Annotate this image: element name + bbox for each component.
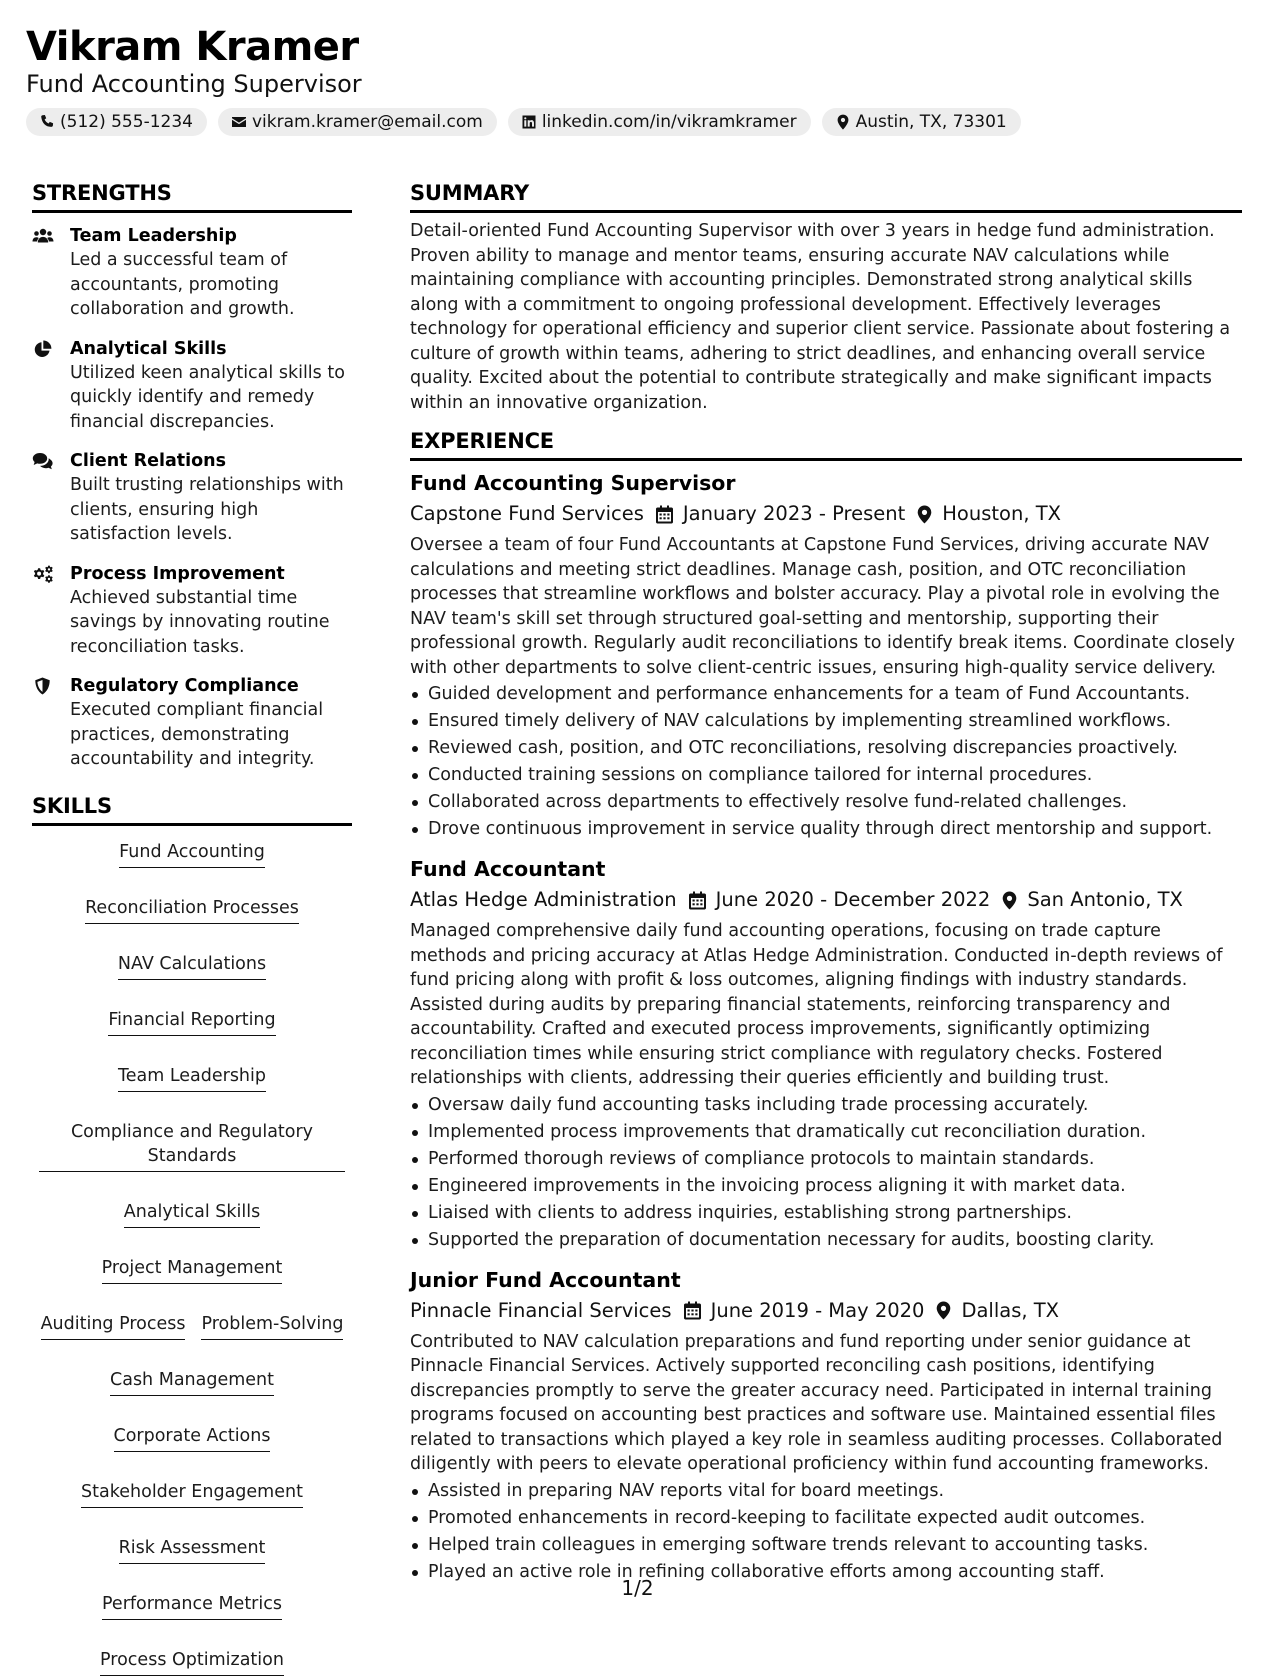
- contact-location[interactable]: [822, 108, 1021, 136]
- skill-tag: Performance Metrics: [102, 1592, 282, 1620]
- skill-tag: Problem-Solving: [201, 1312, 343, 1340]
- job-bullets: [410, 681, 1242, 843]
- calendar-icon: [684, 1301, 701, 1320]
- location-text: Austin, TX, 73301: [855, 112, 1007, 132]
- experience-heading: EXPERIENCE: [410, 428, 1242, 461]
- skill-tag: Analytical Skills: [124, 1200, 260, 1228]
- shield-icon: [32, 677, 54, 695]
- strength-item: [32, 449, 352, 547]
- bullet-item: Oversaw daily fund accounting tasks including trade processing accurately.: [410, 1092, 1242, 1119]
- strength-desc: Led a successful team of accountants, promoting collaboration and growth.: [70, 250, 295, 319]
- users-icon: [32, 227, 54, 245]
- pie-chart-icon: [32, 340, 54, 358]
- job-dates: January 2023 - Present: [682, 502, 906, 525]
- job-meta: [410, 1296, 1242, 1326]
- skill-tag: Stakeholder Engagement: [81, 1480, 303, 1508]
- bullet-item: Promoted enhancements in record-keeping to facilitate expected audit outcomes.: [410, 1505, 1242, 1532]
- map-pin-icon: [936, 1301, 951, 1320]
- linkedin-text: linkedin.com/in/vikramkramer: [541, 112, 797, 132]
- skill-tag: Fund Accounting: [119, 840, 265, 868]
- summary-text: Detail-oriented Fund Accounting Supervisor with over 3 years in hedge fund administration. Proven ability to manage and mentor teams, ensuring accurate NAV calculations while maintaining compliance with accounting principles. Demonstrated strong analytical skills along with a commitment to ongoing professional development. Effectively leverages technology for operational efficiency and superior client service. Passionate about fostering a culture of growth within teams, adhering to strict deadlines, and enhancing overall service quality. Excited about the potential to contribute strategically and make significant impacts within an innovative organization.: [410, 221, 1231, 413]
- contact-linkedin[interactable]: [508, 108, 811, 136]
- skill-tag: Cash Management: [110, 1368, 274, 1396]
- strength-title: Analytical Skills: [70, 338, 227, 359]
- left-column: [32, 180, 352, 1676]
- job-entry: [410, 855, 1242, 1254]
- skill-tag: NAV Calculations: [118, 952, 266, 980]
- job-description: Contributed to NAV calculation preparations and fund reporting under senior guidance at Pinnacle Financial Services. Actively supported reconciling cash positions, identifying discrepancies promptly to serve the greater accuracy need. Participated in internal training programs focused on accounting best practices and software use. Maintained essential files related to transactions which played a key role in seamless auditing processes. Collaborated diligently with peers to elevate operational proficiency within fund accounting frameworks.: [410, 1331, 1223, 1474]
- bullet-item: Engineered improvements in the invoicing process aligning it with market data.: [410, 1173, 1242, 1200]
- page-number: 1/2: [621, 1576, 654, 1600]
- skill-tag: Risk Assessment: [119, 1536, 266, 1564]
- bullet-item: Supported the preparation of documentation necessary for audits, boosting clarity.: [410, 1227, 1242, 1254]
- skill-tag: Process Optimization: [100, 1648, 284, 1676]
- job-meta: [410, 499, 1242, 529]
- bullet-item: Implemented process improvements that dramatically cut reconciliation duration.: [410, 1119, 1242, 1146]
- candidate-title: Fund Accounting Supervisor: [26, 70, 362, 98]
- job-company: Capstone Fund Services: [410, 502, 644, 525]
- skills-heading: SKILLS: [32, 793, 352, 826]
- job-bullets: [410, 1478, 1242, 1586]
- job-description: Oversee a team of four Fund Accountants at Capstone Fund Services, driving accurate NAV calculations and meeting strict deadlines. Manage cash, position, and OTC reconciliation processes that streamline workflows and bolster accuracy. Play a pivotal role in evolving the NAV team's skill set through structured goal-setting and mentorship, supporting their professional growth. Regularly audit reconciliations to identify break items. Coordinate closely with other departments to solve client-centric issues, ensuring high-quality service delivery.: [410, 535, 1235, 678]
- bullet-item: Ensured timely delivery of NAV calculations by implementing streamlined workflows.: [410, 708, 1242, 735]
- map-pin-icon: [1002, 891, 1017, 910]
- job-entry: [410, 469, 1242, 843]
- linkedin-icon: [521, 114, 537, 130]
- job-location: Houston, TX: [942, 502, 1061, 525]
- bullet-item: Reviewed cash, position, and OTC reconciliations, resolving discrepancies proactively.: [410, 735, 1242, 762]
- candidate-name: Vikram Kramer: [26, 24, 359, 70]
- bullet-item: Liaised with clients to address inquiries, establishing strong partnerships.: [410, 1200, 1242, 1227]
- contact-bar: [26, 108, 1246, 136]
- job-title: Junior Fund Accountant: [410, 1267, 681, 1292]
- skill-tag: Team Leadership: [118, 1064, 266, 1092]
- job-title: Fund Accountant: [410, 857, 606, 881]
- bullet-item: Drove continuous improvement in service quality through direct mentorship and support.: [410, 816, 1242, 843]
- job-bullets: [410, 1092, 1242, 1254]
- skill-tag: Reconciliation Processes: [85, 896, 299, 924]
- bullet-item: Performed thorough reviews of compliance protocols to maintain standards.: [410, 1146, 1242, 1173]
- strength-item: [32, 562, 352, 660]
- strength-desc: Executed compliant financial practices, demonstrating accountability and integrity.: [70, 700, 324, 769]
- strength-desc: Utilized keen analytical skills to quickly identify and remedy financial discrepancies.: [70, 362, 345, 432]
- skill-tag: Project Management: [102, 1256, 283, 1284]
- strength-desc: Achieved substantial time savings by innovating routine reconciliation tasks.: [70, 587, 330, 657]
- strength-item: [32, 224, 352, 322]
- summary-heading: SUMMARY: [410, 180, 1242, 213]
- strength-desc: Built trusting relationships with clients, ensuring high satisfaction levels.: [70, 475, 344, 544]
- job-meta: [410, 885, 1242, 915]
- strength-title: Team Leadership: [70, 226, 237, 246]
- bullet-item: Guided development and performance enhancements for a team of Fund Accountants.: [410, 681, 1242, 708]
- job-entry: [410, 1266, 1242, 1586]
- skill-tag: Compliance and Regulatory Standards: [39, 1120, 345, 1172]
- job-description: Managed comprehensive daily fund accounting operations, focusing on trade capture methods and pricing accuracy at Atlas Hedge Administration. Conducted in-depth reviews of fund pricing along with profit & loss outcomes, aligning findings with industry standards. Assisted during audits by preparing financial statements, reinforcing transparency and accountability. Crafted and executed process improvements, significantly optimizing reconciliation times while ensuring strict compliance with regulatory checks. Fostered relationships with clients, addressing their queries efficiently and building trust.: [410, 921, 1223, 1088]
- skill-tag: Auditing Process: [41, 1312, 186, 1340]
- strengths-heading: STRENGTHS: [32, 180, 352, 213]
- job-dates: June 2020 - December 2022: [715, 888, 991, 911]
- job-location: Dallas, TX: [961, 1298, 1060, 1322]
- strength-item: [32, 337, 352, 435]
- bullet-item: Assisted in preparing NAV reports vital for board meetings.: [410, 1478, 1242, 1505]
- phone-text: (512) 555-1234: [60, 112, 193, 132]
- bullet-item: Conducted training sessions on compliance tailored for internal procedures.: [410, 762, 1242, 789]
- strength-title: Client Relations: [70, 451, 227, 471]
- calendar-icon: [689, 891, 706, 910]
- right-column: [410, 180, 1242, 1586]
- bullet-item: Played an active role in refining collaborative efforts among accounting staff.: [410, 1559, 1242, 1586]
- comments-icon: [32, 452, 54, 470]
- email-text: vikram.kramer@email.com: [251, 112, 483, 132]
- resume-header: [26, 22, 1246, 136]
- contact-email[interactable]: [218, 108, 497, 136]
- strength-title: Process Improvement: [70, 563, 285, 584]
- map-pin-icon: [835, 114, 851, 130]
- skill-tag: Corporate Actions: [114, 1424, 271, 1452]
- skill-tag: Financial Reporting: [108, 1008, 275, 1036]
- job-dates: June 2019 - May 2020: [710, 1298, 925, 1322]
- job-company: Atlas Hedge Administration: [410, 888, 677, 911]
- map-pin-icon: [917, 505, 932, 524]
- gears-icon: [32, 565, 54, 583]
- job-location: San Antonio, TX: [1027, 888, 1183, 911]
- job-company: Pinnacle Financial Services: [410, 1298, 672, 1322]
- job-title: Fund Accounting Supervisor: [410, 471, 736, 495]
- strength-title: Regulatory Compliance: [70, 676, 299, 696]
- skills-list: [32, 840, 352, 1676]
- envelope-icon: [231, 114, 247, 130]
- bullet-item: Collaborated across departments to effectively resolve fund-related challenges.: [410, 789, 1242, 816]
- strengths-list: [32, 224, 352, 772]
- bullet-item: Helped train colleagues in emerging software trends relevant to accounting tasks.: [410, 1532, 1242, 1559]
- strength-item: [32, 674, 352, 772]
- phone-icon: [39, 114, 55, 130]
- calendar-icon: [656, 505, 673, 524]
- contact-phone[interactable]: [26, 108, 207, 136]
